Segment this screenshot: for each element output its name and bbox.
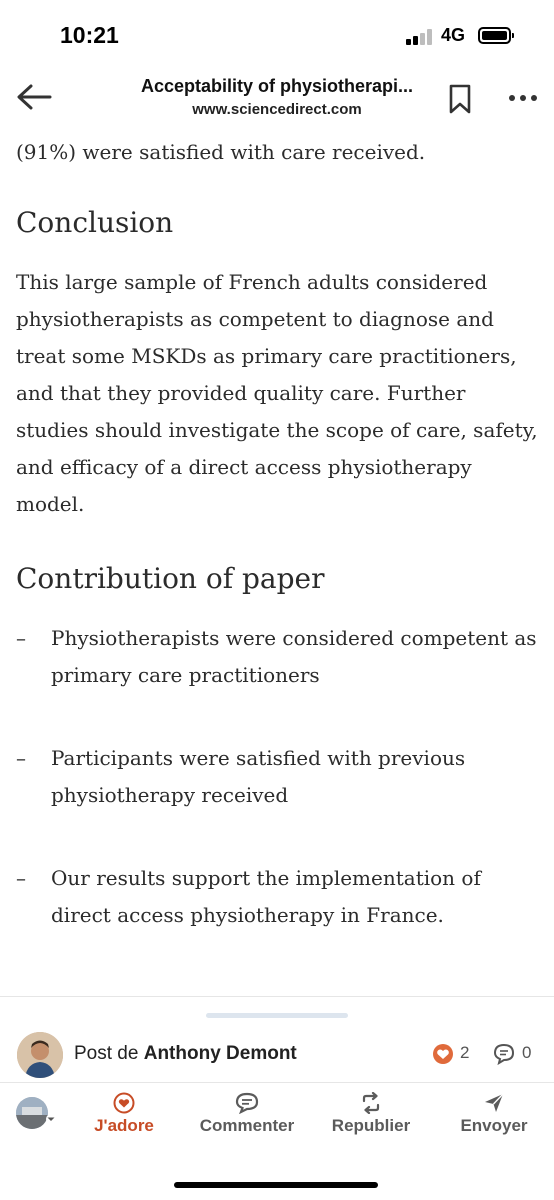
heart-icon — [113, 1092, 135, 1114]
battery-icon — [478, 27, 511, 44]
comment-button[interactable] — [196, 1092, 298, 1136]
post-author: Anthony Demont — [143, 1043, 297, 1064]
page-url: www.sciencedirect.com — [192, 101, 362, 118]
sheet-handle[interactable] — [206, 1013, 348, 1018]
network-type: 4G — [441, 25, 466, 45]
post-author-label — [74, 1043, 297, 1065]
conclusion-paragraph: This large sample of French adults considered physiotherapists as competent to diagnose and treat some MSKDs as primary care practitioners, and that they provided quality care. Further studies should investigate the scope of care, safety, and efficacy of a direct access physiotherapy model. — [16, 270, 538, 516]
list-item-text: Participants were satisfied with previous physiotherapy received — [51, 746, 466, 807]
chevron-down-icon[interactable] — [45, 1114, 57, 1124]
contribution-list — [16, 620, 538, 934]
list-item-text: Our results support the implementation of direct access physiotherapy in France. — [51, 866, 481, 927]
like-button[interactable] — [90, 1092, 158, 1136]
reaction-count[interactable]: 2 — [460, 1043, 470, 1062]
comment-count[interactable]: 0 — [522, 1043, 532, 1062]
status-bar — [0, 0, 554, 70]
list-item — [16, 740, 538, 814]
article-content — [16, 132, 538, 934]
lead-paragraph: (91%) were satisfied with care received. — [16, 140, 426, 164]
send-button[interactable] — [456, 1092, 532, 1136]
repost-label: Republier — [331, 1116, 411, 1135]
sheet-divider — [0, 996, 554, 997]
home-indicator[interactable] — [174, 1182, 378, 1188]
page-title: Acceptability of physiotherapi... — [140, 76, 414, 96]
repost-icon — [360, 1092, 382, 1114]
bullet-dash: – — [16, 746, 26, 770]
conclusion-heading: Conclusion — [16, 206, 174, 239]
signal-icon — [406, 29, 434, 45]
comment-icon — [493, 1043, 515, 1065]
post-prefix: Post de — [74, 1043, 139, 1064]
comment-icon — [235, 1092, 259, 1114]
bullet-dash: – — [16, 866, 26, 890]
contribution-heading: Contribution of paper — [16, 562, 325, 595]
list-item — [16, 860, 538, 934]
action-divider — [0, 1082, 554, 1083]
send-label: Envoyer — [460, 1116, 528, 1135]
like-label: J'adore — [94, 1116, 154, 1135]
heart-icon — [432, 1043, 454, 1065]
browser-nav-bar — [0, 70, 554, 130]
list-item — [16, 620, 538, 694]
back-arrow-icon[interactable] — [16, 82, 52, 112]
comment-label: Commenter — [199, 1116, 295, 1135]
status-time: 10:21 — [60, 22, 119, 48]
bookmark-icon[interactable] — [449, 84, 471, 114]
more-icon[interactable] — [508, 94, 538, 102]
repost-button[interactable] — [328, 1092, 414, 1136]
bullet-dash: – — [16, 626, 26, 650]
send-icon — [483, 1092, 505, 1114]
post-info-row[interactable] — [0, 1026, 554, 1082]
action-bar — [0, 1084, 554, 1154]
author-avatar[interactable] — [17, 1032, 63, 1078]
user-avatar[interactable] — [16, 1097, 48, 1129]
list-item-text: Physiotherapists were considered competent as primary care practitioners — [51, 626, 537, 687]
